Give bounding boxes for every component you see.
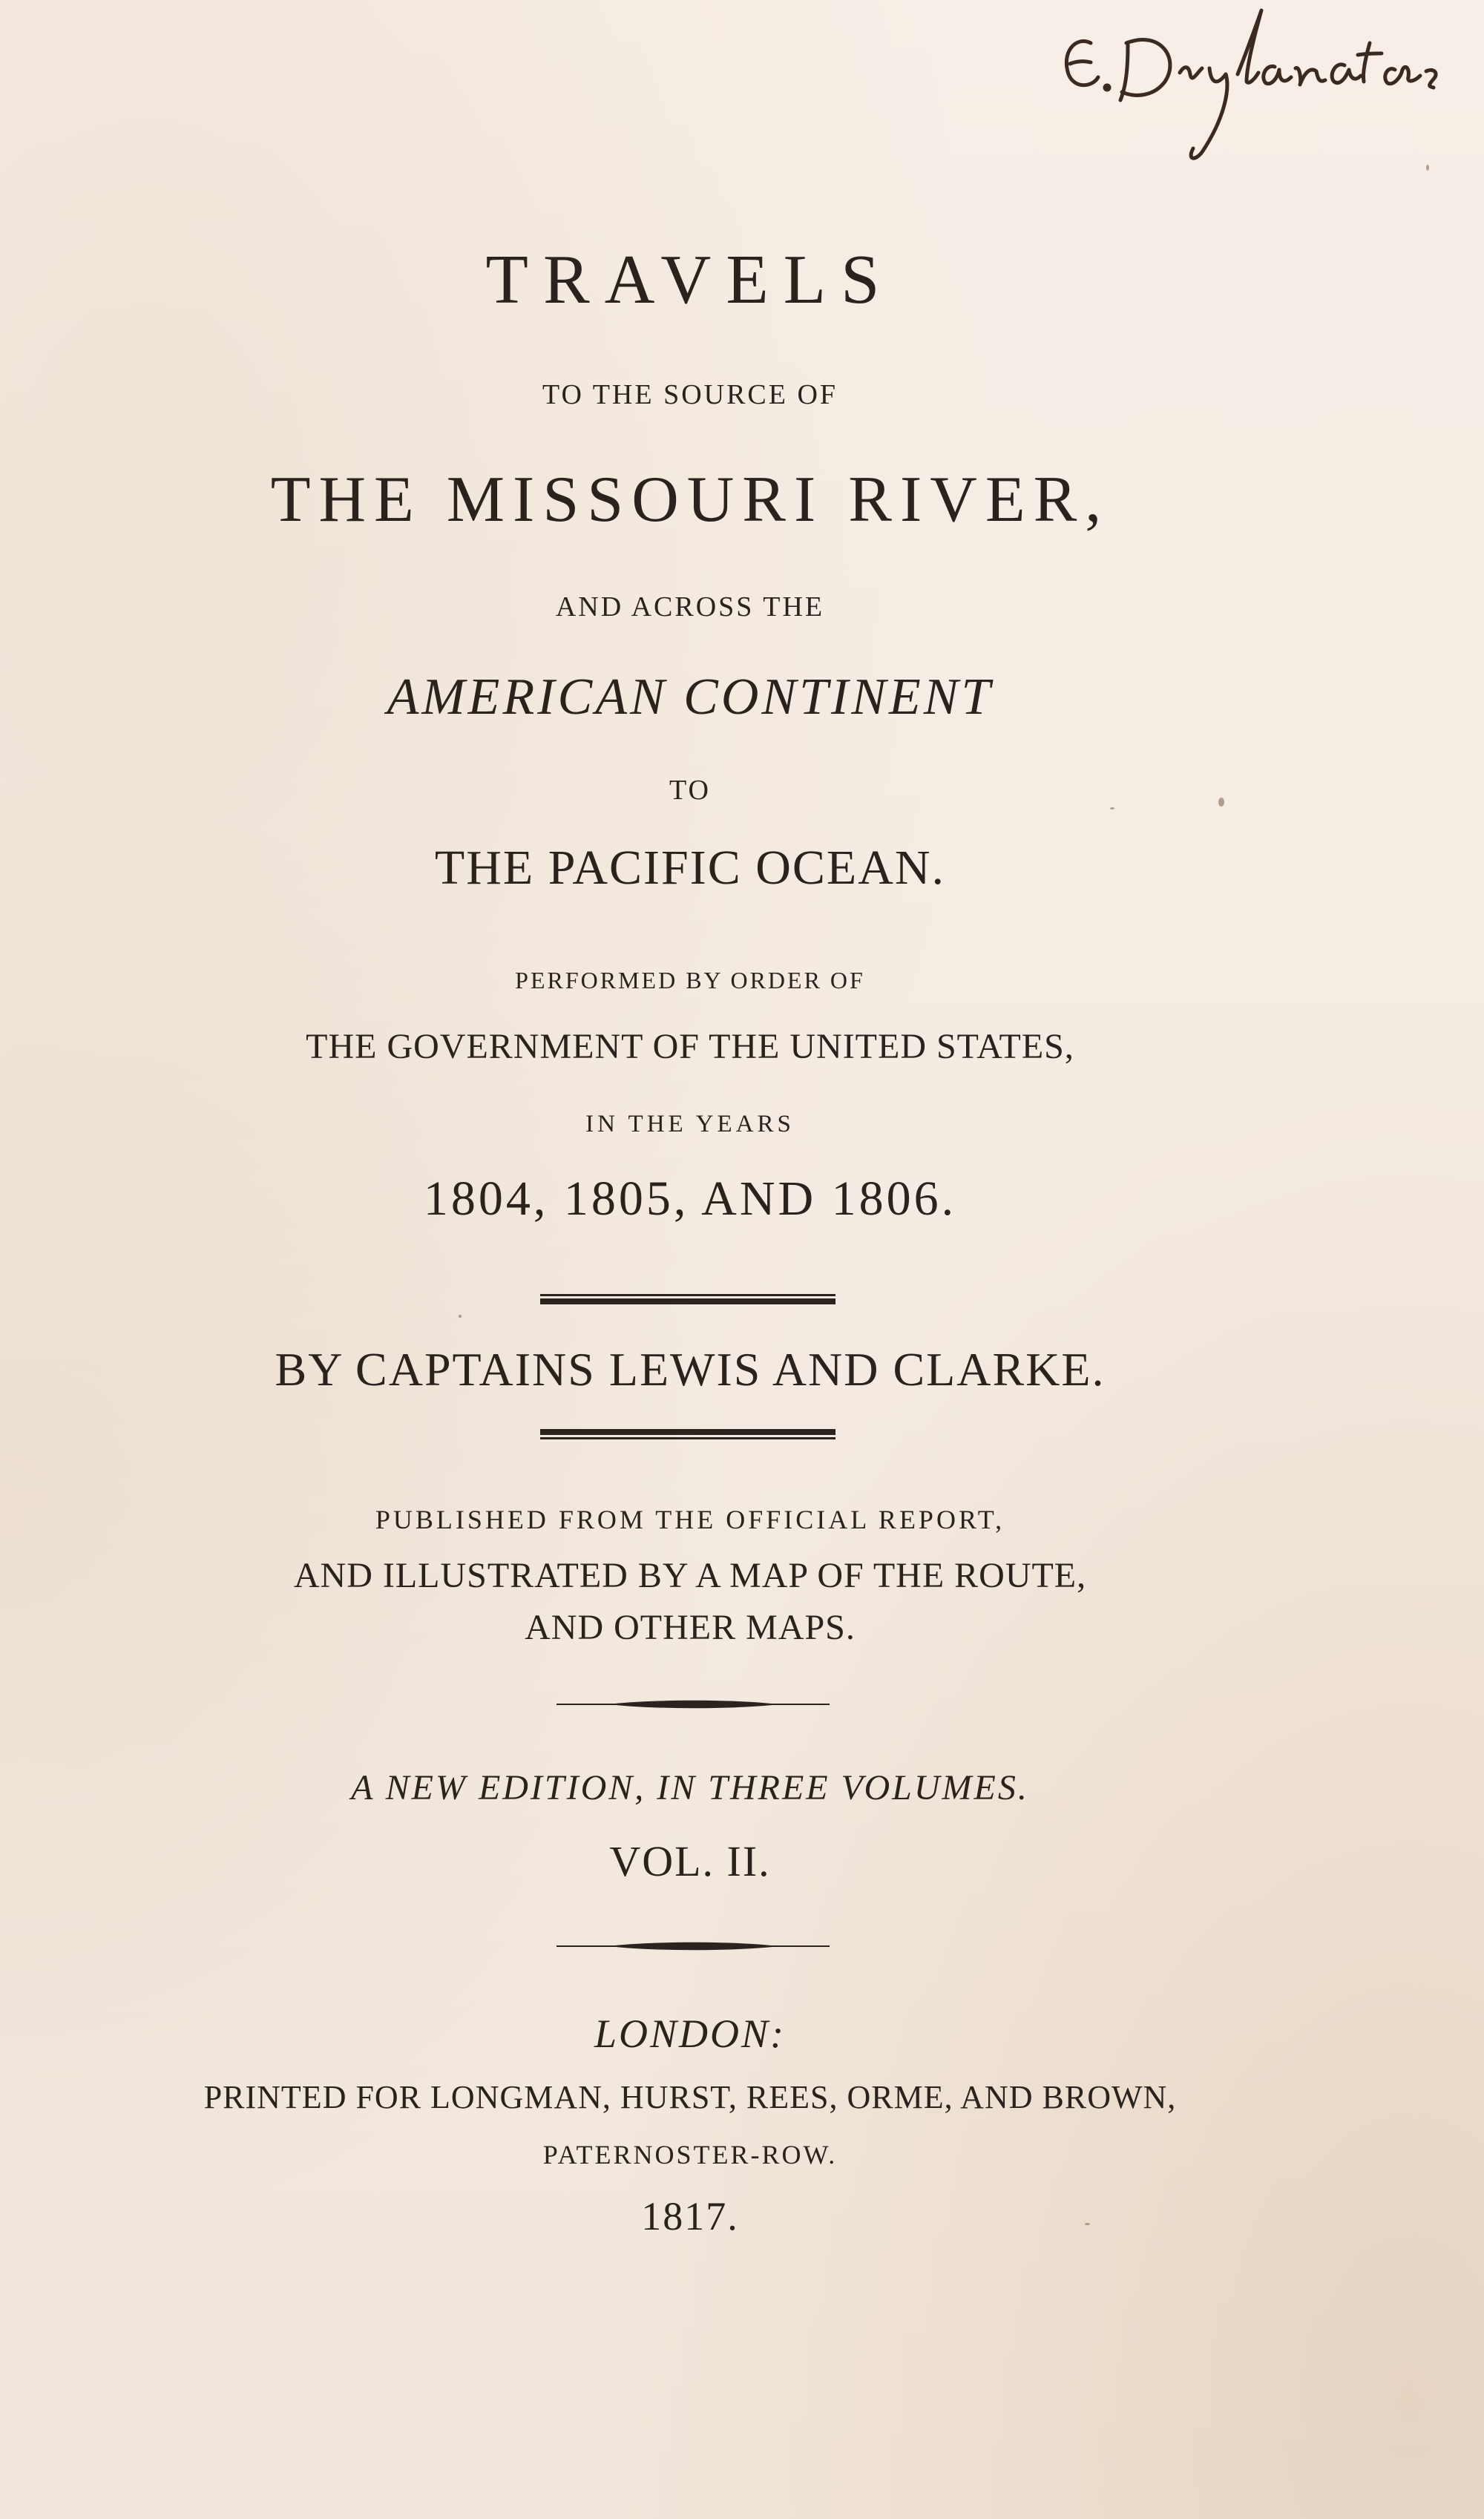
text-other-maps: AND OTHER MAPS.	[525, 1608, 856, 1647]
ornamental-rule-1	[556, 1699, 830, 1710]
paper-speck	[1110, 807, 1114, 809]
text-edition: A NEW EDITION, IN THREE VOLUMES.	[351, 1768, 1029, 1807]
text-in-the-years: IN THE YEARS	[585, 1111, 795, 1137]
ornamental-rule-2	[556, 1941, 830, 1951]
subtitle-to-the-source-of: TO THE SOURCE OF	[542, 379, 838, 410]
title-american-continent: AMERICAN CONTINENT	[387, 669, 994, 726]
title-travels: TRAVELS	[485, 241, 895, 318]
text-performed-by-order-of: PERFORMED BY ORDER OF	[515, 967, 865, 994]
text-years: 1804, 1805, AND 1806.	[423, 1172, 957, 1226]
text-address: PATERNOSTER-ROW.	[542, 2140, 838, 2170]
double-rule-top	[540, 1294, 835, 1304]
title-pacific-ocean: THE PACIFIC OCEAN.	[434, 841, 946, 895]
double-rule-bottom	[540, 1429, 835, 1439]
text-authors: BY CAPTAINS LEWIS AND CLARKE.	[275, 1343, 1106, 1396]
subtitle-to: TO	[669, 775, 711, 806]
handwritten-signature	[1039, 0, 1477, 178]
paper-speck	[459, 1315, 462, 1318]
subtitle-and-across-the: AND ACROSS THE	[555, 591, 825, 623]
text-year: 1817.	[641, 2194, 739, 2239]
text-volume: VOL. II.	[609, 1837, 771, 1885]
text-city: LONDON:	[594, 2011, 787, 2056]
title-missouri-river: THE MISSOURI RIVER,	[270, 464, 1110, 536]
text-illustrated: AND ILLUSTRATED BY A MAP OF THE ROUTE,	[293, 1556, 1087, 1595]
text-government: THE GOVERNMENT OF THE UNITED STATES,	[306, 1027, 1074, 1066]
text-printer: PRINTED FOR LONGMAN, HURST, REES, ORME, AND BROWN,	[203, 2079, 1177, 2115]
paper-speck	[1426, 165, 1429, 171]
text-published-from: PUBLISHED FROM THE OFFICIAL REPORT,	[375, 1505, 1005, 1534]
